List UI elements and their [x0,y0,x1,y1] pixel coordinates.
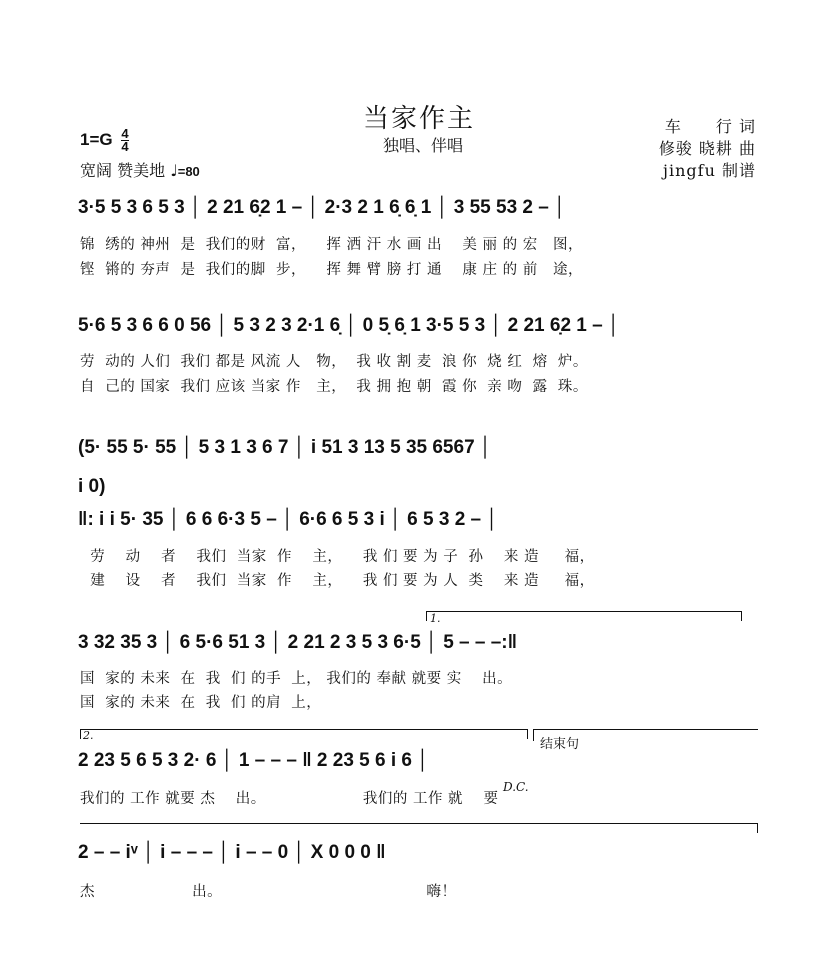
notation-row-2: 5·6 5 3 6 6 0 56 │ 5 3 2 3 2·1 6̣ │ 0 5̣ 6̣ 1 3·5 5 3 │ 2 21 6̣2 1 – │ [78,315,620,336]
notation-row-7-final: 2 – – iᵛ │ i – – – │ i – – 0 │ X 0 0 0 ‖ [78,842,386,863]
volta-2-bracket-left [80,729,81,739]
quarter-note-icon: ♩ [170,161,178,180]
key-label: 1=G [80,129,113,149]
key-signature [80,128,129,153]
lyrics-row-5-verse-1: 国 家的 未来 在 我 们 的手 上， 我们的 奉献 就要 实 出。 [80,671,513,687]
notation-row-3-interlude: (5· 55 5· 55 │ 5 3 1 3 6 7 │ i 51 3 13 5 35 6567 │ [78,437,492,458]
lyrics-row-1-verse-1: 锦 绣的 神州 是 我们的财 富， 挥 洒 汗 水 画 出 美 丽 的 宏 图， [80,237,584,253]
volta-1-bracket [426,611,742,612]
ending-bracket [533,729,758,730]
notation-row-6: 2 23 5 6 5 3 2· 6 │ 1 – – – ‖ 2 23 5 6 i 6 │ [78,750,430,771]
volta-2-label: 2. [83,729,94,742]
lyrics-row-2-verse-1: 劳 动的 人们 我们 都是 风流 人 物， 我 收 割 麦 浪 你 烧 红 熔 炉。 [80,354,588,370]
lyrics-row-1-verse-2: 铿 锵的 夯声 是 我们的脚 步， 挥 舞 臂 膀 打 通 康 庄 的 前 途， [80,262,584,278]
lyrics-row-6: 我们的 工作 就要 杰 出。 我们的 工作 就 要 [80,791,499,807]
time-signature-bottom: 4 [121,139,129,154]
ending-bracket-right [757,823,758,833]
ending-bracket-continued [80,823,758,824]
volta-2-bracket-right [527,729,528,739]
time-signature [121,128,128,153]
lyrics-row-7-final: 杰 出。 嗨！ [80,884,457,900]
notation-row-5: 3 32 35 3 │ 6 5·6 51 3 │ 2 21 2 3 5 3 6·5 │ 5 – – –:‖ [78,632,518,653]
notation-row-4-chorus: ‖: i i 5· 35 │ 6 6 6·3 5 – │ 6·6 6 5 3 i │ 6 5 3 2 – │ [78,509,499,530]
tempo-marking [80,158,200,181]
lyrics-row-4-verse-2: 建 设 者 我们 当家 作 主， 我 们 要 为 人 类 来 造 福， [80,573,595,589]
volta-1-bracket-right [741,611,742,621]
song-subtitle: 独唱、伴唱 [382,136,463,155]
song-title: 当家作主 [362,104,475,134]
lyrics-row-2-verse-2: 自 己的 国家 我们 应该 当家 作 主， 我 拥 抱 朝 霞 你 亲 吻 露 珠。 [80,379,588,395]
lyrics-row-5-verse-2: 国 家的 未来 在 我 们 的肩 上， [80,695,322,711]
arranger-credit: jingfu 制谱 [663,161,756,180]
tempo-value: =80 [177,164,200,179]
volta-1-bracket-left [426,611,427,621]
ending-bracket-left [533,729,534,741]
notation-row-3-interlude-end: i 0) [78,476,106,497]
composer-credit: 修骏 晓耕 曲 [658,139,756,158]
volta-1-label: 1. [430,612,441,625]
time-signature-top: 4 [121,126,129,141]
da-capo-marking: D.C. [503,780,529,794]
lyricist-credit: 车 行 词 [664,117,756,136]
lyrics-row-4-verse-1: 劳 动 者 我们 当家 作 主， 我 们 要 为 子 孙 来 造 福， [80,549,595,565]
notation-row-1: 3·5 5 3 6 5 3 │ 2 21 6̣2 1 – │ 2·3 2 1 6̣ 6̣ 1 │ 3 55 53 2 – │ [78,197,566,218]
expression-text: 宽阔 赞美地 [80,161,166,180]
volta-2-bracket [80,729,527,730]
ending-label: 结束句 [540,737,580,752]
